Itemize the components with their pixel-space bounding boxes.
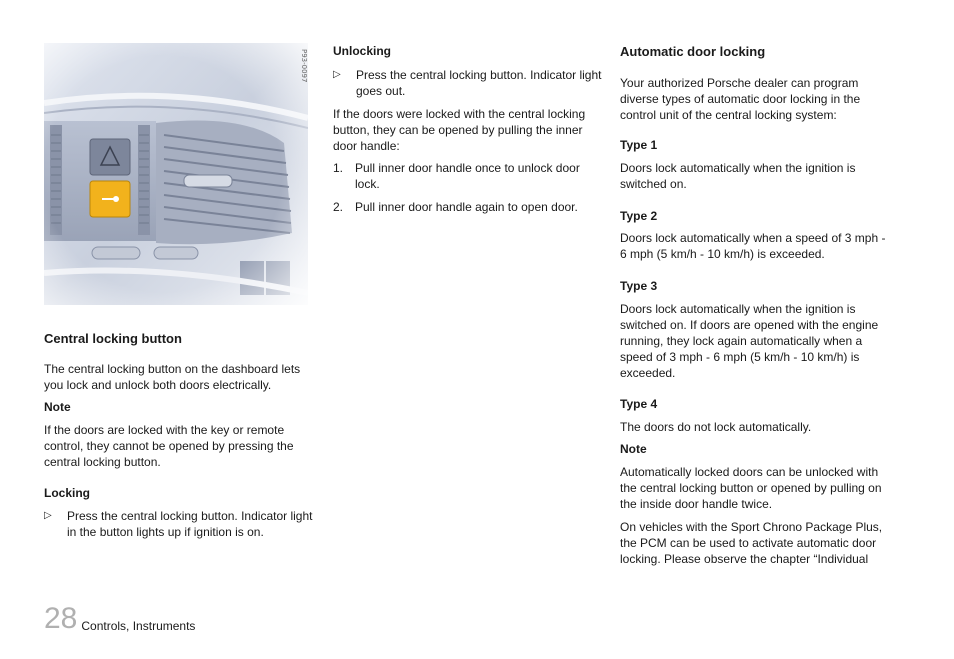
text-line: in the button lights up if ignition is on. — [67, 525, 264, 539]
text-line: The doors do not lock automatically. — [620, 420, 812, 434]
type2-heading: Type 2 — [620, 209, 658, 223]
text-line: Press the central locking button. Indicator light — [67, 509, 313, 523]
text-line: 6 mph (5 km/h - 10 km/h) is exceeded. — [620, 247, 825, 261]
note-heading: Note — [620, 442, 647, 456]
unlocking-paragraph — [333, 106, 585, 154]
triangle-bullet-icon: ▷ — [44, 510, 52, 521]
unlocking-heading: Unlocking — [333, 44, 392, 58]
type4-heading: Type 4 — [620, 397, 658, 411]
text-line: Your authorized Porsche dealer can program — [620, 76, 859, 90]
page-number: 28 — [44, 602, 78, 635]
type4-text — [620, 419, 811, 435]
locking-heading: Locking — [44, 486, 91, 500]
note-paragraph-2 — [620, 519, 882, 567]
text-line: goes out. — [356, 84, 406, 98]
text-line: control, they cannot be opened by pressing the — [44, 439, 294, 453]
triangle-bullet-icon: ▷ — [333, 69, 341, 80]
note-paragraph — [620, 464, 882, 512]
step-2 — [333, 199, 578, 215]
section-label: Controls, Instruments — [81, 619, 196, 633]
step-number: 1. — [333, 161, 344, 175]
automatic-intro — [620, 75, 860, 123]
text-line: the central locking button or opened by pulling on — [620, 481, 882, 495]
text-line: control unit of the central locking system: — [620, 108, 837, 122]
text-line: Automatically locked doors can be unlocked with — [620, 465, 879, 479]
text-line: Doors lock automatically when the ignition is — [620, 161, 856, 175]
unlocking-instruction — [333, 67, 601, 99]
note-heading: Note — [44, 400, 71, 414]
intro-paragraph — [44, 361, 300, 393]
type2-text — [620, 230, 885, 262]
type1-heading: Type 1 — [620, 138, 658, 152]
type3-text — [620, 301, 878, 381]
text-line: you lock and unlock both doors electrically. — [44, 378, 272, 392]
page-footer — [44, 604, 195, 634]
text-line: lock. — [355, 177, 380, 191]
locking-instruction — [44, 508, 312, 540]
text-line: Press the central locking button. Indicator light — [356, 68, 602, 82]
text-line: speed of 3 mph - 6 mph (5 km/h - 10 km/h) is — [620, 350, 860, 364]
note-paragraph — [44, 422, 294, 470]
central-locking-photo — [44, 43, 308, 305]
heading-central-locking-button: Central locking button — [44, 331, 182, 346]
figure-code: P93-0097 — [300, 49, 308, 83]
text-line: The central locking button on the dashboard lets — [44, 362, 301, 376]
text-line: exceeded. — [620, 366, 676, 380]
step-1 — [333, 160, 580, 192]
type1-text — [620, 160, 855, 192]
text-line: Pull inner door handle again to open door. — [355, 200, 578, 214]
text-line: locking. Please observe the chapter “Individual — [620, 552, 869, 566]
text-line: Doors lock automatically when the ignition is — [620, 302, 856, 316]
type3-heading: Type 3 — [620, 279, 658, 293]
text-line: the PCM can be used to activate automatic door — [620, 536, 877, 550]
text-line: the inside door handle twice. — [620, 497, 773, 511]
text-line: diverse types of automatic door locking in the — [620, 92, 861, 106]
text-line: switched on. If doors are opened with the engine — [620, 318, 879, 332]
text-line: central locking button. — [44, 455, 161, 469]
text-line: switched on. — [620, 177, 687, 191]
text-line: If the doors are locked with the key or remote — [44, 423, 285, 437]
text-line: If the doors were locked with the central locking — [333, 107, 586, 121]
text-line: Pull inner door handle once to unlock door — [355, 161, 580, 175]
text-line: door handle: — [333, 139, 400, 153]
text-line: On vehicles with the Sport Chrono Package Plus, — [620, 520, 883, 534]
text-line: Doors lock automatically when a speed of 3 mph - — [620, 231, 886, 245]
text-line: running, they lock again automatically when a — [620, 334, 863, 348]
step-number: 2. — [333, 200, 344, 214]
text-line: button, they can be opened by pulling the inner — [333, 123, 583, 137]
automatic-door-locking-heading: Automatic door locking — [620, 44, 766, 59]
